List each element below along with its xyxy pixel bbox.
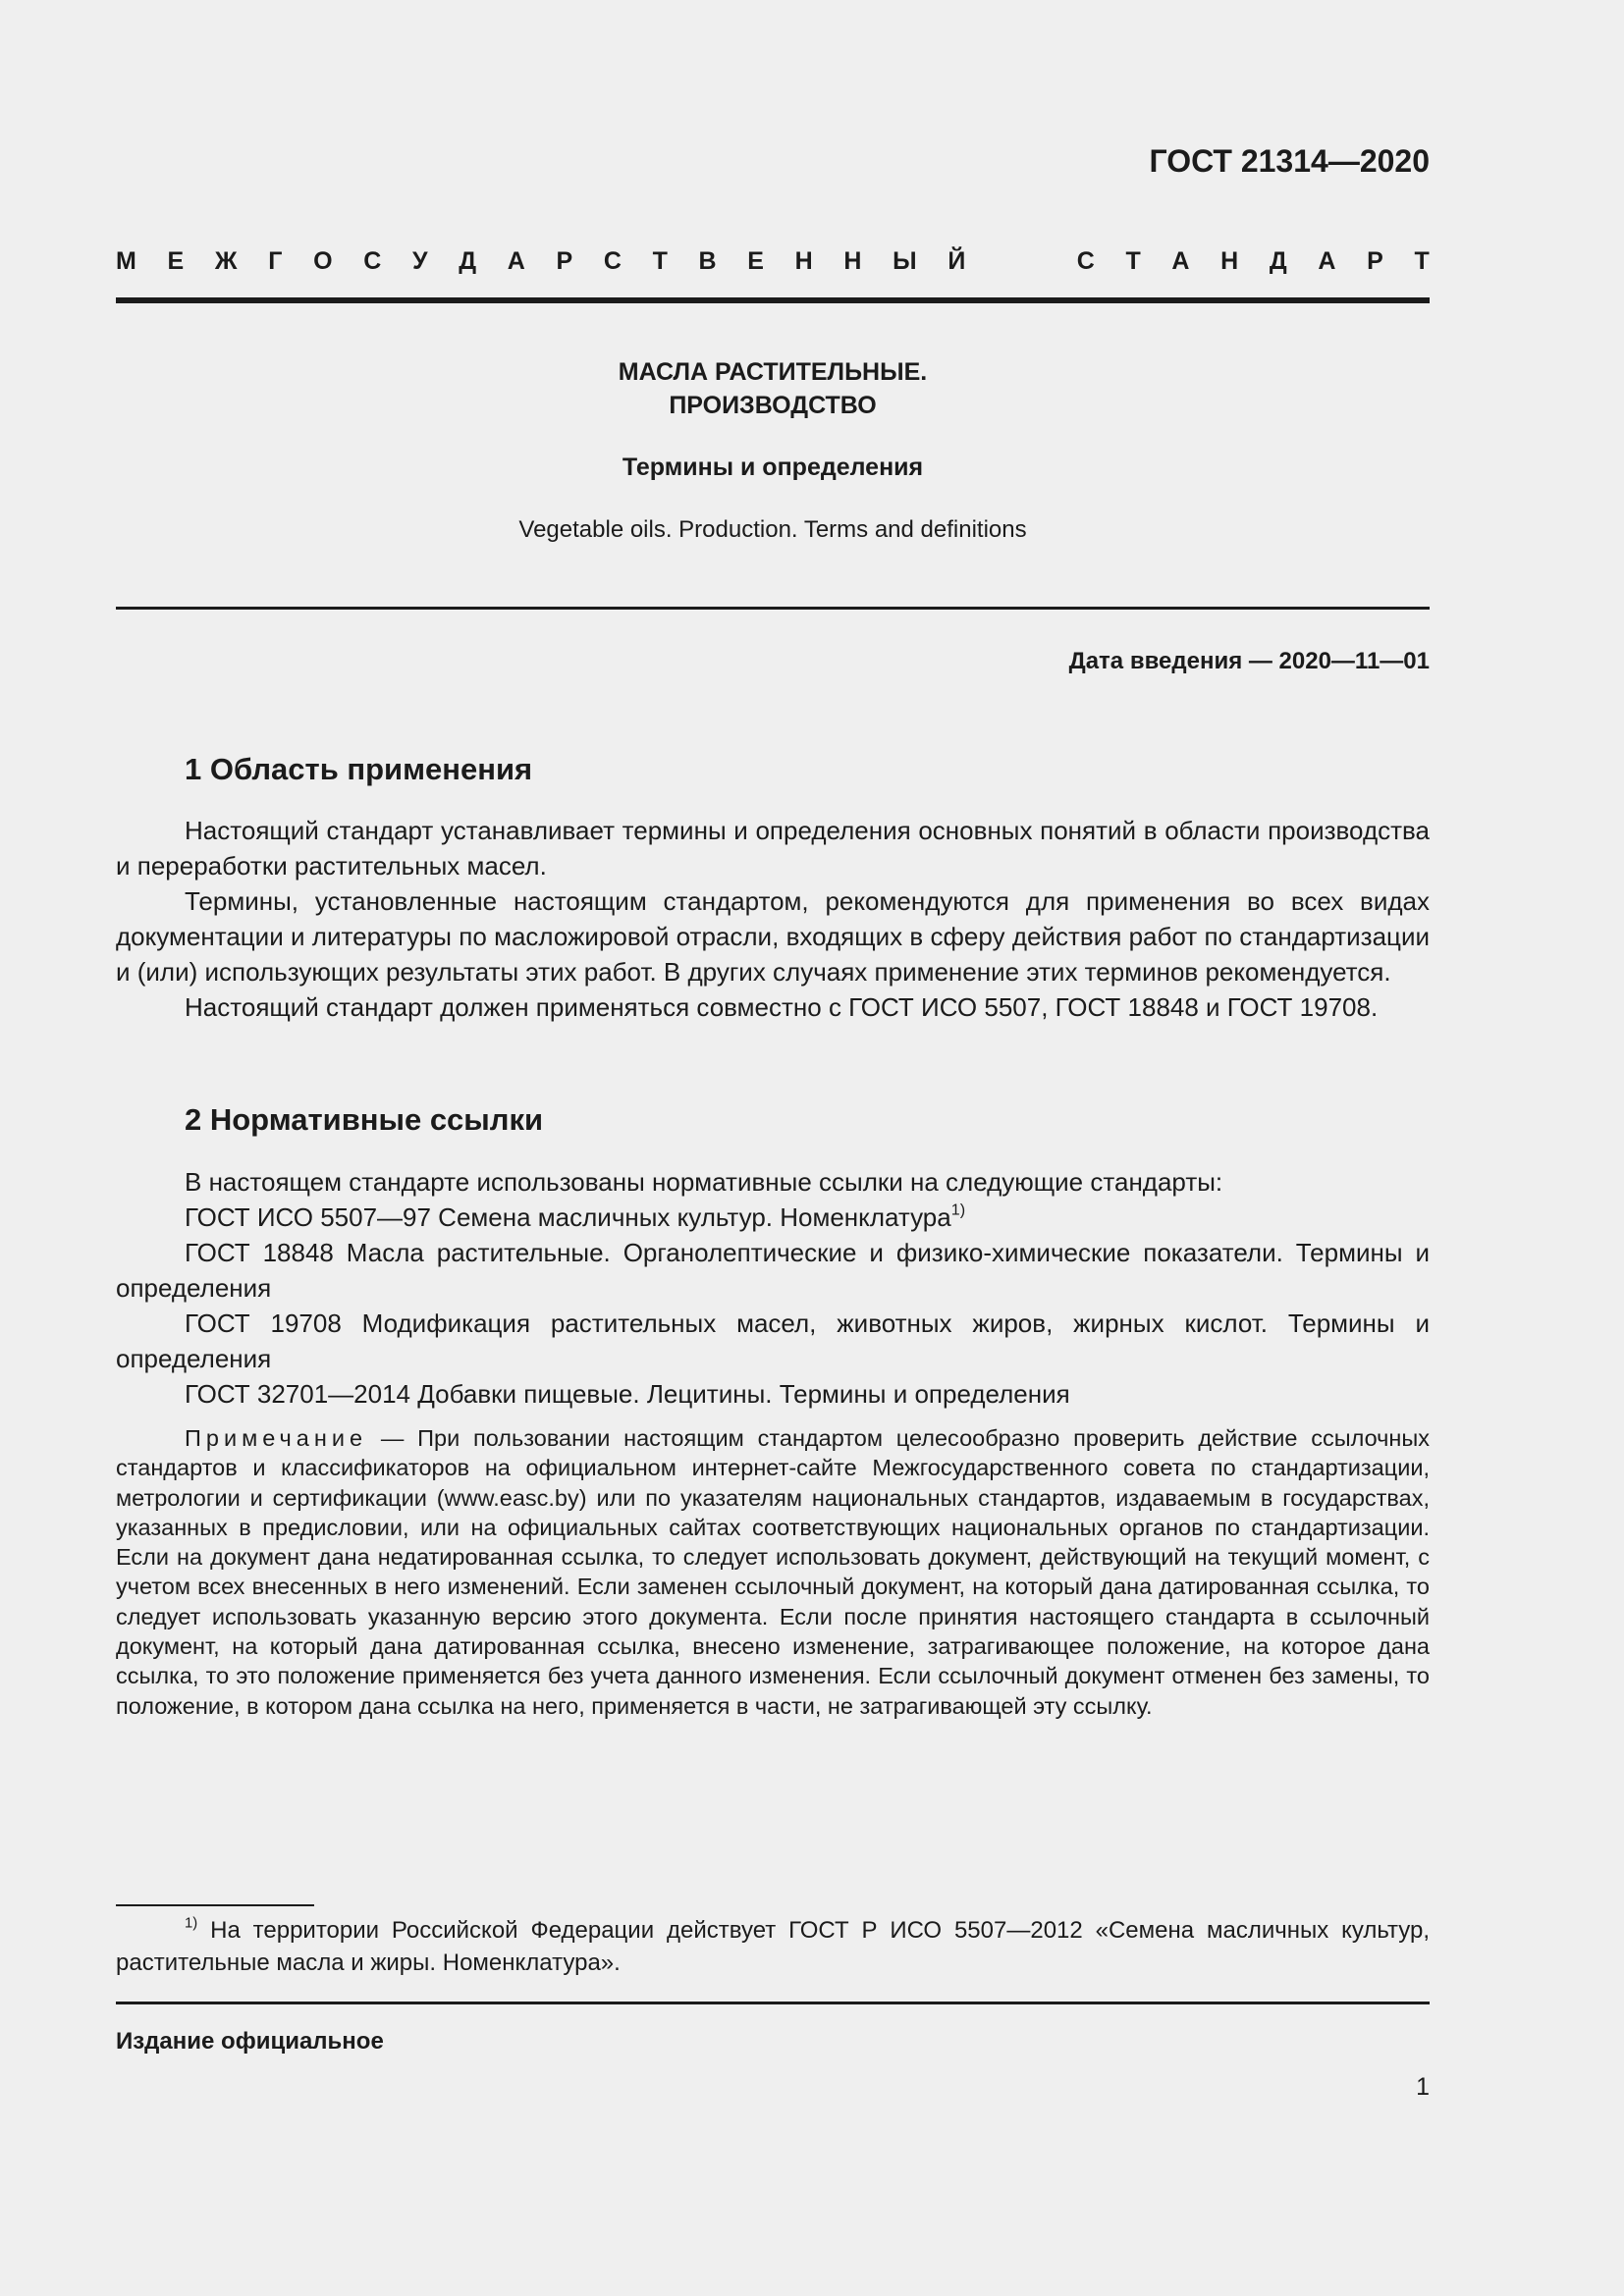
banner-gap bbox=[997, 247, 1046, 276]
banner-letter: В bbox=[698, 247, 717, 275]
banner-letter: Н bbox=[1220, 247, 1239, 275]
document-subtitle: Термины и определения bbox=[622, 454, 924, 481]
banner-letter: М bbox=[116, 247, 136, 275]
banner-letter: Д bbox=[459, 247, 477, 275]
reference-item: ГОСТ 18848 Масла растительные. Органолептические и физико-химические показатели. Термины и определения bbox=[116, 1238, 1430, 1303]
banner-letter: Р bbox=[1367, 247, 1383, 275]
banner-letter: Д bbox=[1269, 247, 1287, 275]
banner-letter: У bbox=[411, 247, 428, 275]
banner-letter: Т bbox=[1414, 247, 1430, 275]
title-line-2: ПРОИЗВОДСТВО bbox=[669, 392, 877, 419]
reference-item: ГОСТ 32701—2014 Добавки пищевые. Лецитины. Термины и определения bbox=[185, 1379, 1070, 1409]
edition-label: Издание официальное bbox=[116, 2028, 384, 2055]
title-rule bbox=[116, 607, 1430, 610]
note bbox=[116, 1423, 1430, 1721]
section-1-paragraph: Настоящий стандарт должен применяться совместно с ГОСТ ИСО 5507, ГОСТ 18848 и ГОСТ 19708. bbox=[185, 992, 1379, 1022]
note-label: Примечание bbox=[185, 1425, 368, 1451]
footnote bbox=[116, 1914, 1430, 1979]
banner-letter: Ж bbox=[214, 247, 238, 275]
section-1-heading: 1 Область применения bbox=[185, 752, 533, 786]
header-rule bbox=[116, 297, 1430, 303]
banner-letter: Н bbox=[843, 247, 862, 275]
footer-rule bbox=[116, 2002, 1430, 2004]
document-title bbox=[116, 355, 1430, 422]
section-1-body bbox=[116, 813, 1430, 1025]
banner-letter: Р bbox=[556, 247, 573, 275]
reference-text: ГОСТ ИСО 5507—97 Семена масличных культур. Номенклатура bbox=[185, 1202, 951, 1232]
introduction-date: Дата введения — 2020—11—01 bbox=[1068, 648, 1430, 674]
footnote-text: На территории Российской Федерации действует ГОСТ Р ИСО 5507—2012 «Семена масличных культур, растительные масла и жиры. Номенклатура». bbox=[116, 1917, 1430, 1976]
section-2-body bbox=[116, 1164, 1430, 1412]
document-code: ГОСТ 21314—2020 bbox=[1149, 143, 1430, 179]
banner-letter: А bbox=[1318, 247, 1336, 275]
section-1-paragraph: Термины, установленные настоящим стандартом, рекомендуются для применения во всех видах документации и литературы по масложировой отрасли, входящих в сферу действия работ по стандартизации и (или) использующих результаты этих работ. В других случаях применение этих терминов рекомендуется. bbox=[116, 886, 1430, 987]
banner-letter: С bbox=[1076, 247, 1095, 275]
reference-item: ГОСТ 19708 Модификация растительных масел, животных жиров, жирных кислот. Термины и определения bbox=[116, 1308, 1430, 1373]
references-intro: В настоящем стандарте использованы нормативные ссылки на следующие стандарты: bbox=[185, 1167, 1223, 1197]
banner-letter: Е bbox=[167, 247, 185, 275]
title-line-1: МАСЛА РАСТИТЕЛЬНЫЕ. bbox=[618, 358, 928, 386]
banner-letter: Е bbox=[747, 247, 764, 275]
standard-type-banner bbox=[116, 247, 1430, 276]
banner-letter: О bbox=[313, 247, 333, 275]
banner-letter: Н bbox=[794, 247, 813, 275]
footnote-rule bbox=[116, 1904, 314, 1906]
english-title: Vegetable oils. Production. Terms and definitions bbox=[518, 516, 1027, 543]
banner-letter: Т bbox=[1125, 247, 1141, 275]
page-number: 1 bbox=[1416, 2073, 1430, 2101]
footnote-marker: 1) bbox=[185, 1915, 198, 1932]
banner-letter: А bbox=[1171, 247, 1190, 275]
section-1-paragraph: Настоящий стандарт устанавливает термины и определения основных понятий в области производства и переработки растительных масел. bbox=[116, 816, 1430, 881]
footnote-marker: 1) bbox=[950, 1201, 966, 1219]
banner-letter: Ы bbox=[893, 247, 917, 275]
banner-letter: А bbox=[507, 247, 525, 275]
note-text: — При пользовании настоящим стандартом целесообразно проверить действие ссылочных стандартов и классификаторов на официальном интернет-сайте Межгосударственного совета по стандартизации, метрологии и сертификации (www.easc.by) или по указателям национальных стандартов, издаваемым в государствах, указанных в предисловии, или на официальных сайтах соответствующих национальных органов по стандартизации. Если на документ дана недатированная ссылка, то следует использовать документ, действующий на текущий момент, с учетом всех внесенных в него изменений. Если заменен ссылочный документ, на который дана датированная ссылка, то следует использовать указанную версию этого документа. Если после принятия настоящего стандарта в ссылочный документ, на который дана датированная ссылка, внесено изменение, затрагивающее положение, на которое дана ссылка, то это положение применяется без учета данного изменения. Если ссылочный документ отменен без замены, то положение, в котором дана ссылка на него, применяется в части, не затрагивающей эту ссылку. bbox=[116, 1425, 1430, 1719]
reference-item bbox=[116, 1200, 1430, 1235]
section-2-heading: 2 Нормативные ссылки bbox=[185, 1102, 544, 1137]
banner-letter: С bbox=[603, 247, 622, 275]
banner-letter: С bbox=[363, 247, 382, 275]
banner-letter: Й bbox=[947, 247, 966, 275]
banner-letter: Г bbox=[268, 247, 283, 275]
banner-letter: Т bbox=[652, 247, 668, 275]
